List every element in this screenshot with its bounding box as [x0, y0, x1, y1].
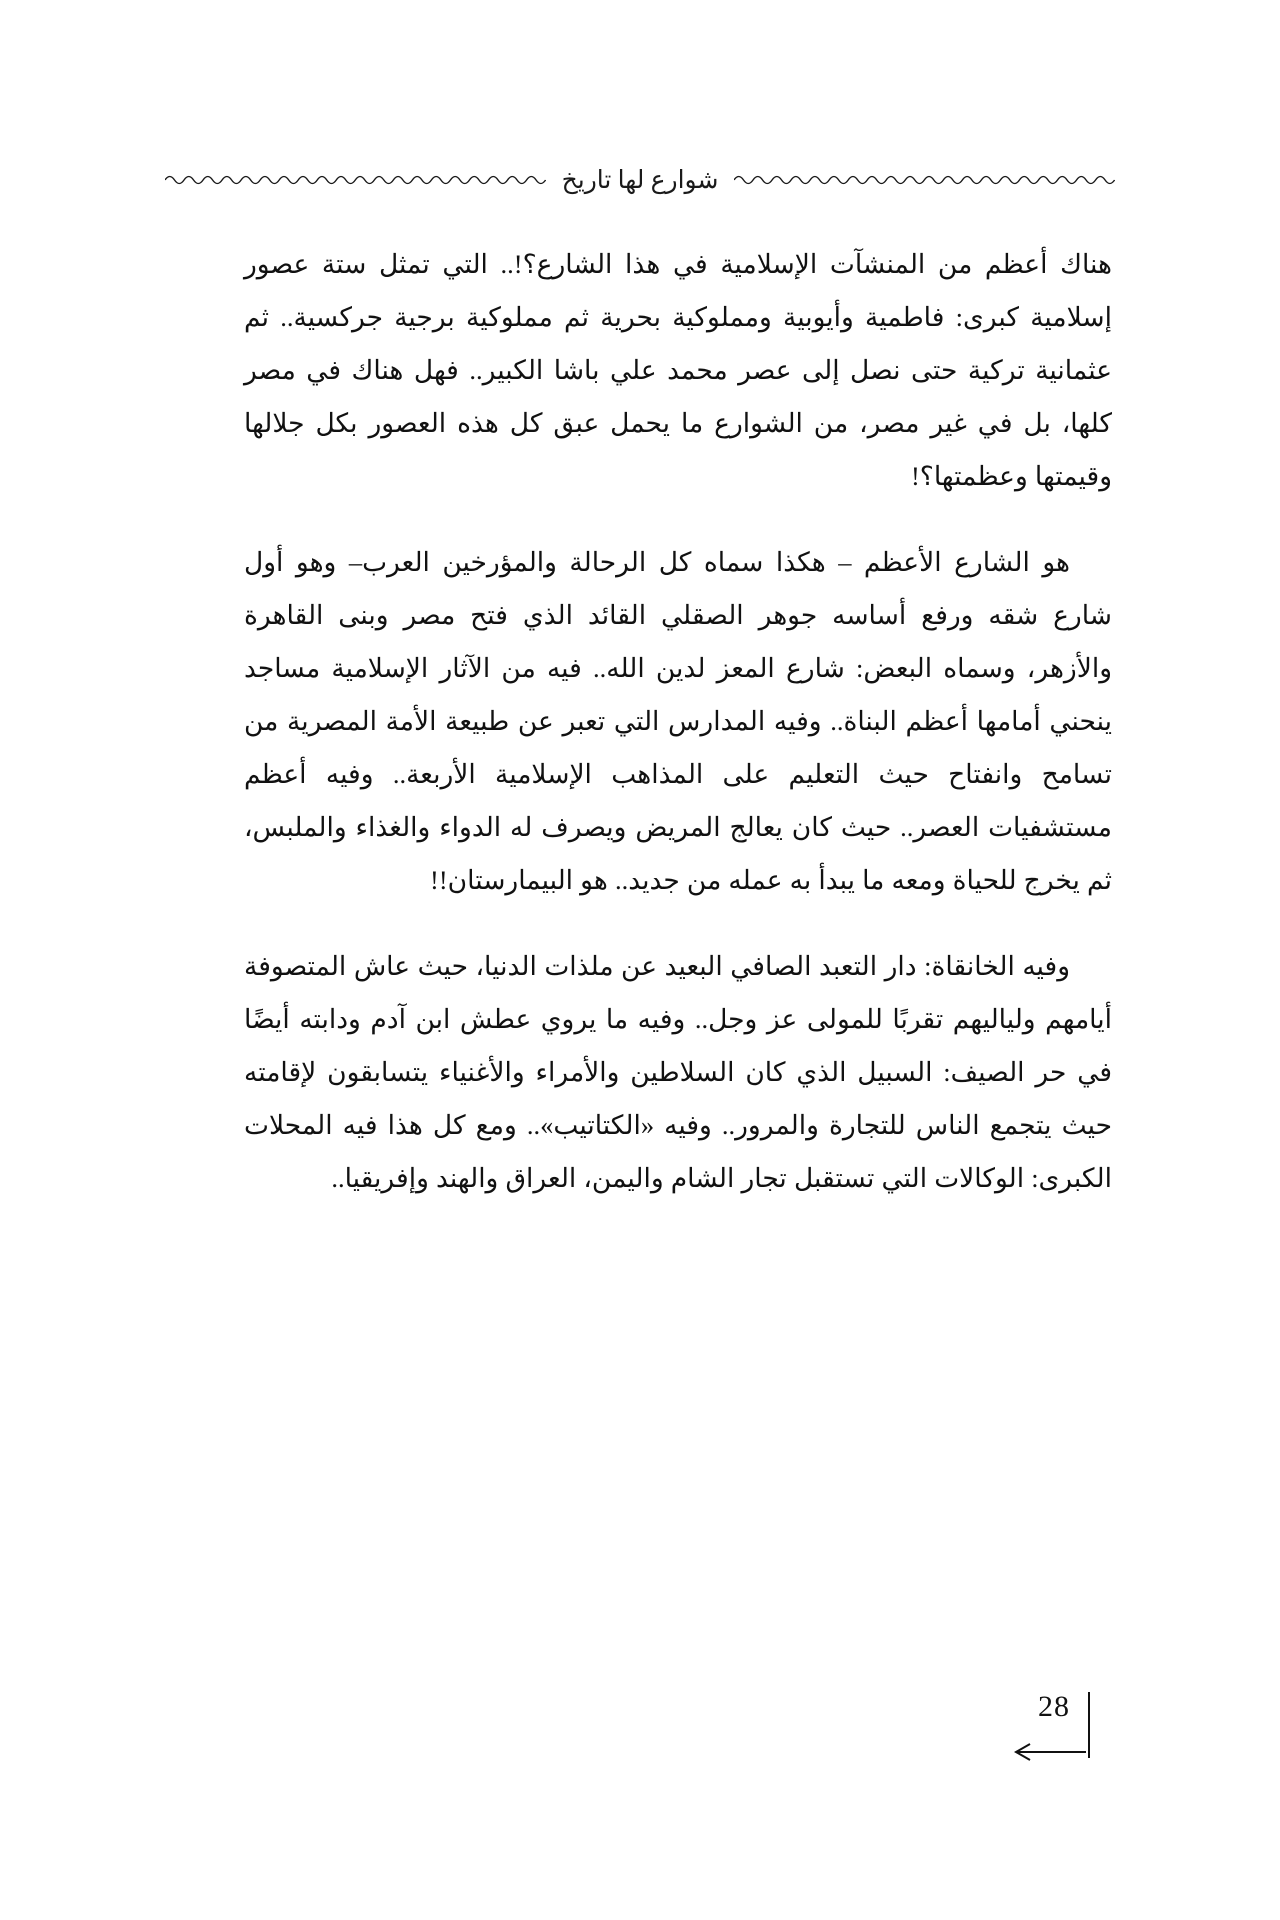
- header-wave-rule-left: [165, 173, 546, 187]
- page-body-text: [244, 238, 1112, 1205]
- paragraph-1: هناك أعظم من المنشآت الإسلامية في هذا الشارع؟!.. التي تمثل ستة عصور إسلامية كبرى: فاطمية وأيوبية ومملوكية بحرية ثم مملوكية برجية جركسية.. ثم عثمانية تركية حتى نصل إلى عصر محمد علي باشا الكبير.. فهل هناك في مصر كلها، بل في غير مصر، من الشوارع ما يحمل عبق كل هذه العصور بكل جلالها وقيمتها وعظمتها؟!: [244, 249, 1112, 491]
- page-number: 28: [1038, 1690, 1070, 1723]
- running-head-title: شوارع لها تاريخ: [561, 167, 719, 194]
- header-wave-rule-right: [734, 173, 1115, 187]
- paragraph-3: وفيه الخانقاة: دار التعبد الصافي البعيد عن ملذات الدنيا، حيث عاش المتصوفة أيامهم ولياليهم تقربًا للمولى عز وجل.. وفيه ما يروي عطش ابن آدم ودابته أيضًا في حر الصيف: السبيل الذي كان السلاطين والأمراء والأغنياء يتسابقون لإقامته حيث يتجمع الناس للتجارة والمرور.. وفيه «الكتاتيب».. ومع كل هذا فيه المحلات الكبرى: الوكالات التي تستقبل تجار الشام واليمن، العراق والهند وإفريقيا..: [244, 951, 1112, 1193]
- folio-divider: [1088, 1692, 1090, 1758]
- running-head: [165, 150, 1115, 210]
- paragraph-2: هو الشارع الأعظم – هكذا سماه كل الرحالة والمؤرخين العرب– وهو أول شارع شقه ورفع أساسه جوهر الصقلي القائد الذي فتح مصر وبنى القاهرة والأزهر، وسماه البعض: شارع المعز لدين الله.. فيه من الآثار الإسلامية مساجد ينحني أمامها أعظم البناة.. وفيه المدارس التي تعبر عن طبيعة الأمة المصرية من تسامح وانفتاح حيث التعليم على المذاهب الإسلامية الأربعة.. وفيه أعظم مستشفيات العصر.. حيث كان يعالج المريض ويصرف له الدواء والغذاء والملبس، ثم يخرج للحياة ومعه ما يبدأ به عمله من جديد.. هو البيمارستان!!: [244, 547, 1112, 895]
- folio-group: [968, 1690, 1098, 1800]
- page-footer: [0, 1690, 1280, 1810]
- arrow-left-icon: [1012, 1740, 1088, 1764]
